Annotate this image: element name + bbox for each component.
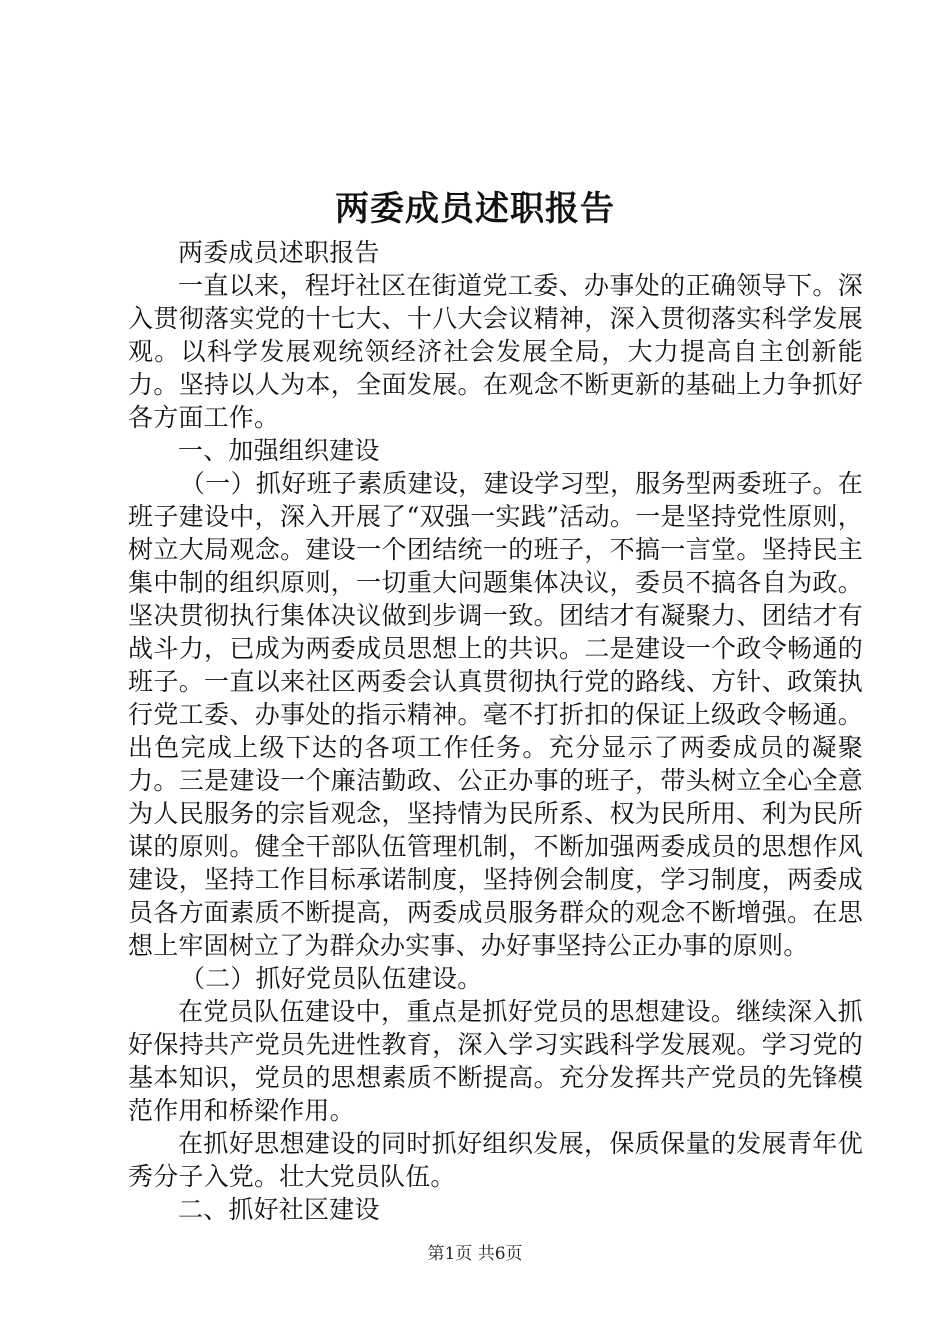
section-heading-organization: 一、加强组织建设 — [178, 436, 380, 465]
paragraph-organization-development: 在抓好思想建设的同时抓好组织发展，保质保量的发展青年优秀分子入党。壮大党员队伍。 — [128, 1129, 863, 1191]
paragraph-report-title: 两委成员述职报告 — [178, 238, 380, 267]
subsection-heading-party-members: （二）抓好党员队伍建设。 — [180, 964, 483, 993]
section-heading-community: 二、抓好社区建设 — [178, 1195, 380, 1224]
document-title: 两委成员述职报告 — [335, 189, 615, 229]
paragraph-intro: 一直以来，程圩社区在街道党工委、办事处的正确领导下。深入贯彻落实党的十七大、十八大会议精神，深入贯彻落实科学发展观。以科学发展观统领经济社会发展全局，大力提高自主创新能力。坚持以人为本，全面发展。在观念不断更新的基础上力争抓好各方面工作。 — [128, 271, 863, 432]
paragraph-team-building: （一）抓好班子素质建设，建设学习型，服务型两委班子。在班子建设中，深入开展了“双强一实践”活动。一是坚持党性原则，树立大局观念。建设一个团结统一的班子，不搞一言堂。坚持民主集中制的组织原则，一切重大问题集体决议，委员不搞各自为政。坚决贯彻执行集体决议做到步调一致。团结才有凝聚力、团结才有战斗力，已成为两委成员思想上的共识。二是建设一个政令畅通的班子。一直以来社区两委会认真贯彻执行党的路线、方针、政策执行党工委、办事处的指示精神。毫不打折扣的保证上级政令畅通。出色完成上级下达的各项工作任务。充分显示了两委成员的凝聚力。三是建设一个廉洁勤政、公正办事的班子，带头树立全心全意为人民服务的宗旨观念，坚持情为民所系、权为民所用、利为民所谋的原则。健全干部队伍管理机制，不断加强两委成员的思想作风建设，坚持工作目标承诺制度，坚持例会制度，学习制度，两委成员各方面素质不断提高，两委成员服务群众的观念不断增强。在思想上牢固树立了为群众办实事、办好事坚持公正办事的原则。 — [128, 469, 863, 960]
paragraph-party-members: 在党员队伍建设中，重点是抓好党员的思想建设。继续深入抓好保持共产党员先进性教育，深入学习实践科学发展观。学习党的基本知识，党员的思想素质不断提高。充分发挥共产党员的先锋模范作用和桥梁作用。 — [128, 997, 863, 1125]
page-footer: 第1页 共6页 — [427, 1244, 523, 1264]
document-body — [128, 236, 863, 1226]
